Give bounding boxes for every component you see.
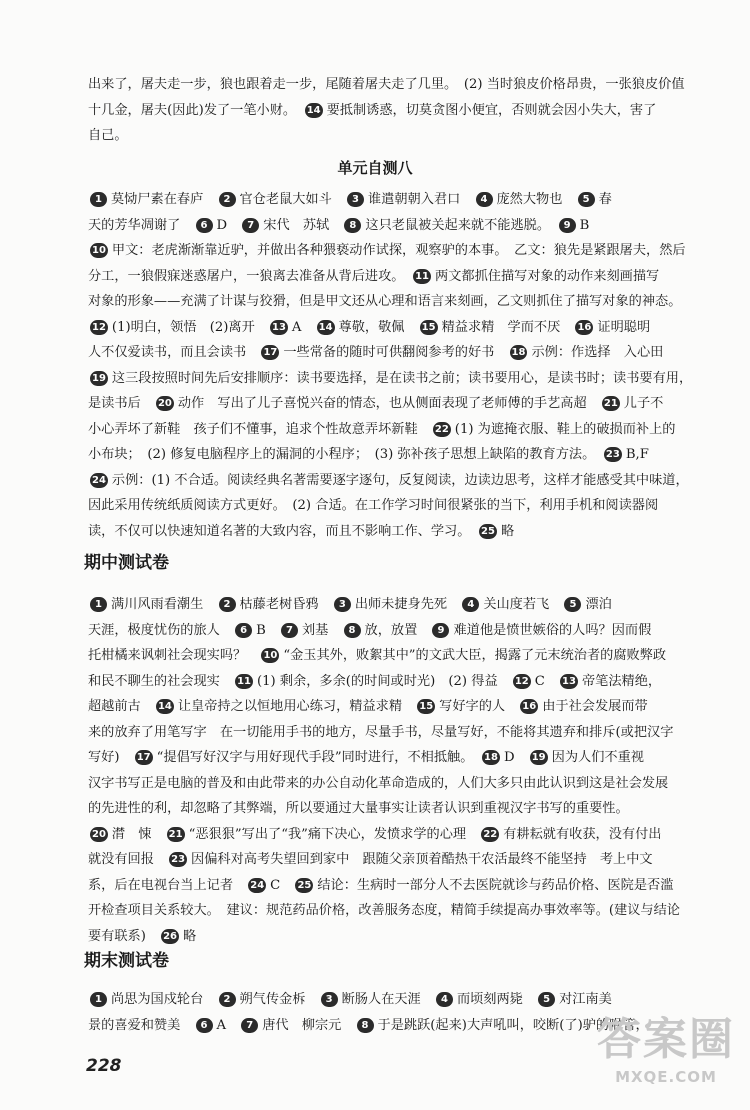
answer-text: “恶狠狠”写出了“我”痛下决心，发愤求学的心理: [188, 826, 480, 842]
question-number-badge: 24: [92, 474, 106, 486]
question-number-badge: 9: [559, 218, 576, 233]
answer-text: 这只老鼠被关起来就不能逃脱。: [365, 217, 557, 233]
answer-text: 对象的形象——充满了计谋与狡猾，但是甲文还从心理和语言来刻画，乙文则抓住了描写对象的神态。: [88, 294, 682, 309]
answer-text: 分工，一狼假寐迷惑屠户，一狼离去准备从背后进攻。: [88, 268, 412, 284]
midterm-section-title: 期中测试卷: [84, 553, 169, 573]
text-line: [88, 519, 724, 545]
question-number-badge: 5: [578, 192, 595, 207]
question-number-badge: 21: [168, 828, 183, 840]
answer-text: 出师未捷身先死: [354, 597, 461, 612]
question-number-badge: 23: [171, 854, 186, 865]
question-number-badge: 18: [511, 347, 526, 358]
answer-text: 写好字的人: [439, 699, 519, 714]
final-section-title: 期末测试卷: [84, 951, 169, 971]
answer-text: 超越前古: [88, 699, 154, 714]
answer-text: D: [503, 750, 528, 765]
answer-text: B: [579, 217, 590, 233]
question-number-badge: 1: [90, 597, 107, 612]
text-line: [88, 315, 724, 341]
question-number-badge: 4: [436, 992, 453, 1007]
question-number-badge: 20: [157, 398, 172, 409]
question-number-badge: 4: [462, 597, 479, 612]
answer-text: 小布块； (2) 修复电脑程序上的漏洞的小程序； (3) 弥补孩子思想上缺陷的教育方法。: [88, 447, 602, 462]
question-number-badge: 14: [306, 104, 321, 116]
question-number-badge: 20: [92, 828, 106, 840]
answer-text: 尚思为国戍轮台: [111, 992, 217, 1007]
answer-text: 因偏科对高考失望回到家中 跟随父亲顶着酷热干农活最终不能坚持 考上中文: [191, 852, 653, 867]
question-number-badge: 1: [90, 992, 107, 1007]
text-line: [88, 72, 724, 98]
text-line: [88, 669, 724, 695]
answer-text: 莫恸尸素在春庐: [111, 192, 217, 207]
question-number-badge: 13: [562, 675, 576, 687]
answer-text: B,F: [625, 447, 649, 462]
answer-text: 的先进性的利，却忽略了其弊端，所以要通过大量事实让读者认识到重视汉字书写的重要性。: [88, 801, 629, 816]
answer-text: 朔气传金柝: [239, 992, 319, 1007]
question-number-badge: 16: [522, 701, 537, 712]
answer-text: A: [216, 1017, 240, 1033]
answer-text: 满川风雨看潮生: [111, 597, 217, 612]
text-line: [88, 238, 724, 264]
question-number-badge: 3: [334, 597, 351, 612]
answer-text: 关山度若飞: [483, 597, 563, 612]
answer-text: 天的芳华凋谢了: [88, 217, 194, 233]
answer-text: 是读书后: [88, 396, 154, 411]
answer-text: 唐代 柳宗元: [262, 1017, 355, 1033]
watermark-glyphs: 答案圈: [597, 1014, 735, 1065]
answer-text: 帝笔法精绝，: [581, 673, 662, 689]
question-number-badge: 13: [271, 321, 286, 333]
text-line: [88, 187, 724, 213]
text-line: [88, 898, 724, 924]
question-number-badge: 8: [344, 623, 361, 638]
answer-text: 要有联系): [88, 928, 160, 944]
text-line: [88, 924, 724, 950]
answer-text: 这三段按照时间先后安排顺序：读书要选择，是在读书之前；读书要用心，是读书时；读书要有用，: [111, 370, 693, 386]
answer-text: 小心弄坏了新鞋 孩子们不懂事，追求个性故意弄坏新鞋: [88, 421, 431, 437]
answer-text: 和民不聊生的社会现实: [88, 673, 234, 689]
question-number-badge: 8: [344, 218, 361, 233]
question-number-badge: 2: [219, 597, 236, 612]
answer-text: 略: [500, 523, 515, 539]
answer-text: 精益求精 学而不厌: [441, 319, 574, 335]
answer-text: 让皇帝持之以恒地用心练习，精益求精: [177, 699, 416, 714]
question-number-badge: 25: [297, 879, 312, 891]
question-number-badge: 15: [419, 701, 434, 712]
question-number-badge: 6: [196, 1018, 213, 1033]
question-number-badge: 22: [434, 423, 449, 435]
answer-text: 开检查项目关系较大。 建议：规范药品价格，改善服务态度，精简手续提高办事效率等。(建议与结论: [88, 903, 680, 918]
question-number-badge: 17: [263, 347, 278, 358]
text-line: [88, 847, 724, 873]
text-line: [88, 796, 724, 822]
text-line: [88, 694, 724, 720]
text-line: [88, 391, 724, 417]
answer-text: D: [216, 217, 241, 233]
text-line: [88, 417, 724, 443]
unit-test-8-title: 单元自测八: [337, 159, 413, 177]
question-number-badge: 12: [514, 675, 529, 687]
text-line: [88, 213, 724, 239]
text-line: [88, 493, 724, 519]
answer-text: 甲文：老虎渐渐靠近驴，并做出各种猥亵动作试探，观察驴的本事。 乙文：狼先是紧跟屠夫，然后: [111, 243, 686, 258]
unit-test-8-answers: [88, 187, 724, 544]
text-line: [88, 123, 724, 149]
answer-text: 谁遣朝朝入君口: [368, 192, 474, 207]
answer-text: B: [256, 622, 279, 638]
question-number-badge: 21: [603, 398, 618, 409]
answer-text: 放，放置: [364, 622, 431, 638]
text-line: [88, 289, 724, 315]
answer-text: 人不仅爱读书，而且会读书: [88, 345, 260, 360]
text-line: [88, 745, 724, 771]
text-line: [88, 720, 724, 746]
answer-text: 要抵制诱惑，切莫贪图小便宜，否则就会因小失大，害了: [326, 102, 657, 118]
answer-text: 由于社会发展而带: [542, 699, 648, 714]
question-number-badge: 3: [347, 192, 364, 207]
question-number-badge: 5: [538, 992, 555, 1007]
question-number-badge: 1: [90, 192, 107, 207]
answer-text: 漂泊: [585, 597, 612, 612]
answer-text: 刘基: [301, 622, 342, 638]
answer-text: 示例：作选择 入心田: [531, 345, 664, 360]
question-number-badge: 10: [263, 650, 278, 661]
text-line: [88, 822, 724, 848]
answer-text: 写好): [88, 750, 133, 765]
answer-text: C: [270, 877, 294, 893]
answer-text: 读，不仅可以快速知道名著的大致内容，而且不影响工作、学习。: [88, 523, 478, 539]
answer-text: 动作 写出了儿子喜悦兴奋的情态，也从侧面表现了老师傅的手艺高超: [177, 396, 600, 411]
answer-text: 春: [598, 192, 612, 207]
question-number-badge: 11: [415, 270, 430, 282]
answer-text: 结论：生病时一部分人不去医院就诊与药品价格、医院是否滥: [317, 877, 674, 893]
question-number-badge: 3: [321, 992, 338, 1007]
text-line: [88, 643, 724, 669]
question-number-badge: 6: [235, 623, 252, 638]
answer-text: 两文都抓住描写对象的动作来刻画描写: [435, 268, 660, 284]
question-number-badge: 8: [357, 1018, 374, 1033]
text-line: [88, 468, 724, 494]
answer-text: 因此采用传统纸质阅读方式更好。 (2) 合适。在工作学习时间很紧张的当下，利用手机和阅读器阅: [88, 498, 659, 513]
question-number-badge: 7: [242, 218, 259, 233]
midterm-answers: [88, 592, 724, 949]
answer-text: 系，后在电视台当上记者: [88, 877, 247, 893]
answer-text: 对江南美: [559, 992, 612, 1007]
question-number-badge: 24: [250, 879, 265, 891]
question-number-badge: 6: [196, 218, 213, 233]
text-line: [88, 442, 724, 468]
answer-text: 宋代 苏轼: [263, 217, 343, 233]
answer-text: 汉字书写正是电脑的普及和由此带来的办公自动化革命造成的，人们大多只由此认识到这是社会发展: [88, 775, 669, 791]
question-number-badge: 19: [92, 372, 106, 384]
question-number-badge: 14: [157, 701, 172, 712]
question-number-badge: 7: [281, 623, 298, 638]
question-number-badge: 25: [481, 525, 495, 537]
answer-text: 略: [183, 928, 197, 944]
answer-text: 潸 悚: [111, 826, 165, 842]
answer-text: 就没有回报: [88, 852, 168, 867]
answer-text: 天涯，极度忧伤的旅人: [88, 622, 234, 638]
question-number-badge: 4: [476, 192, 493, 207]
answer-text: “提倡写好汉字与用好现代手段”同时进行，不相抵触。: [156, 750, 481, 765]
question-number-badge: 19: [531, 752, 546, 763]
answer-text: 儿子不: [623, 396, 664, 411]
text-line: [88, 987, 724, 1013]
answer-text: 官仓老鼠大如斗: [239, 192, 345, 207]
answer-text: 有耕耘就有收获，没有付出: [503, 826, 662, 842]
text-line: [88, 873, 724, 899]
answer-text: (1) 剩余，多余(的时间或时光) (2) 得益: [256, 673, 511, 689]
question-number-badge: 7: [241, 1018, 258, 1033]
answer-text: 尊敬，敬佩: [338, 319, 418, 335]
page-number: 228: [86, 1056, 122, 1076]
answer-text: (1) 为遮掩衣服、鞋上的破损而补上的: [454, 421, 676, 437]
question-number-badge: 17: [136, 752, 151, 763]
question-number-badge: 26: [163, 930, 178, 942]
answer-text: 出来了，屠夫走一步，狼也跟着走一步，尾随着屠夫走了几里。 (2) 当时狼皮价格昂贵，一张狼皮价值: [88, 77, 685, 92]
question-number-badge: 12: [92, 321, 106, 333]
question-number-badge: 2: [219, 192, 236, 207]
answer-text: 自己。: [88, 128, 128, 143]
answer-text: 证明聪明: [597, 319, 651, 335]
question-number-badge: 10: [92, 245, 106, 256]
answer-text: 庞然大物也: [496, 192, 576, 207]
answer-text: 难道他是愤世嫉俗的人吗？因而假: [453, 622, 652, 638]
answer-text: 景的喜爱和赞美: [88, 1017, 194, 1033]
site-watermark-logo: [596, 1012, 736, 1102]
answer-text: 而顷刻两毙: [456, 992, 537, 1007]
text-line: [88, 264, 724, 290]
answer-text: 枯藤老树昏鸦: [239, 597, 332, 612]
answer-text: 断肠人在天涯: [341, 992, 434, 1007]
text-line: [88, 771, 724, 797]
text-line: [88, 340, 724, 366]
question-number-badge: 16: [577, 321, 592, 333]
text-line: [88, 618, 724, 644]
answer-text: 因为人们不重视: [551, 750, 644, 765]
answer-text: 示例：(1) 不合适。阅读经典名著需要逐字逐句，反复阅读，边读边思考，这样才能感受其中味道，: [111, 472, 689, 488]
question-number-badge: 11: [237, 675, 251, 687]
answer-text: 一些常备的随时可供翻阅参考的好书: [283, 345, 508, 360]
question-number-badge: 5: [564, 597, 581, 612]
answer-text: 托柑橘来讽刺社会现实吗？: [88, 648, 260, 663]
question-number-badge: 15: [421, 321, 436, 333]
question-number-badge: 9: [432, 623, 449, 638]
answer-text: A: [291, 319, 315, 335]
answer-text: (1)明白，领悟 (2)离开: [111, 319, 268, 335]
text-line: [88, 592, 724, 618]
answer-text: 于是跳跃(起来)大声吼叫，咬断(了)驴的喉管，: [377, 1017, 649, 1033]
answer-text: C: [534, 673, 559, 689]
question-number-badge: 23: [605, 449, 620, 460]
question-number-badge: 22: [483, 828, 498, 840]
answer-text: 来的放弃了用笔写字 在一切能用手书的地方，尽量手书，尽量写好，不能将其遗弃和排斥(或把汉字: [88, 724, 674, 740]
answer-text: “金玉其外，败絮其中”的文武大臣，揭露了元末统治者的腐败弊政: [283, 648, 667, 663]
question-number-badge: 14: [318, 321, 333, 333]
intro-block: [88, 72, 724, 149]
text-line: [88, 366, 724, 392]
text-line: [88, 98, 724, 124]
watermark-url: MXQE.COM: [615, 1068, 717, 1086]
question-number-badge: 2: [219, 992, 236, 1007]
answer-text: 十几金，屠夫(因此)发了一笔小财。: [88, 102, 303, 118]
question-number-badge: 18: [484, 752, 498, 763]
